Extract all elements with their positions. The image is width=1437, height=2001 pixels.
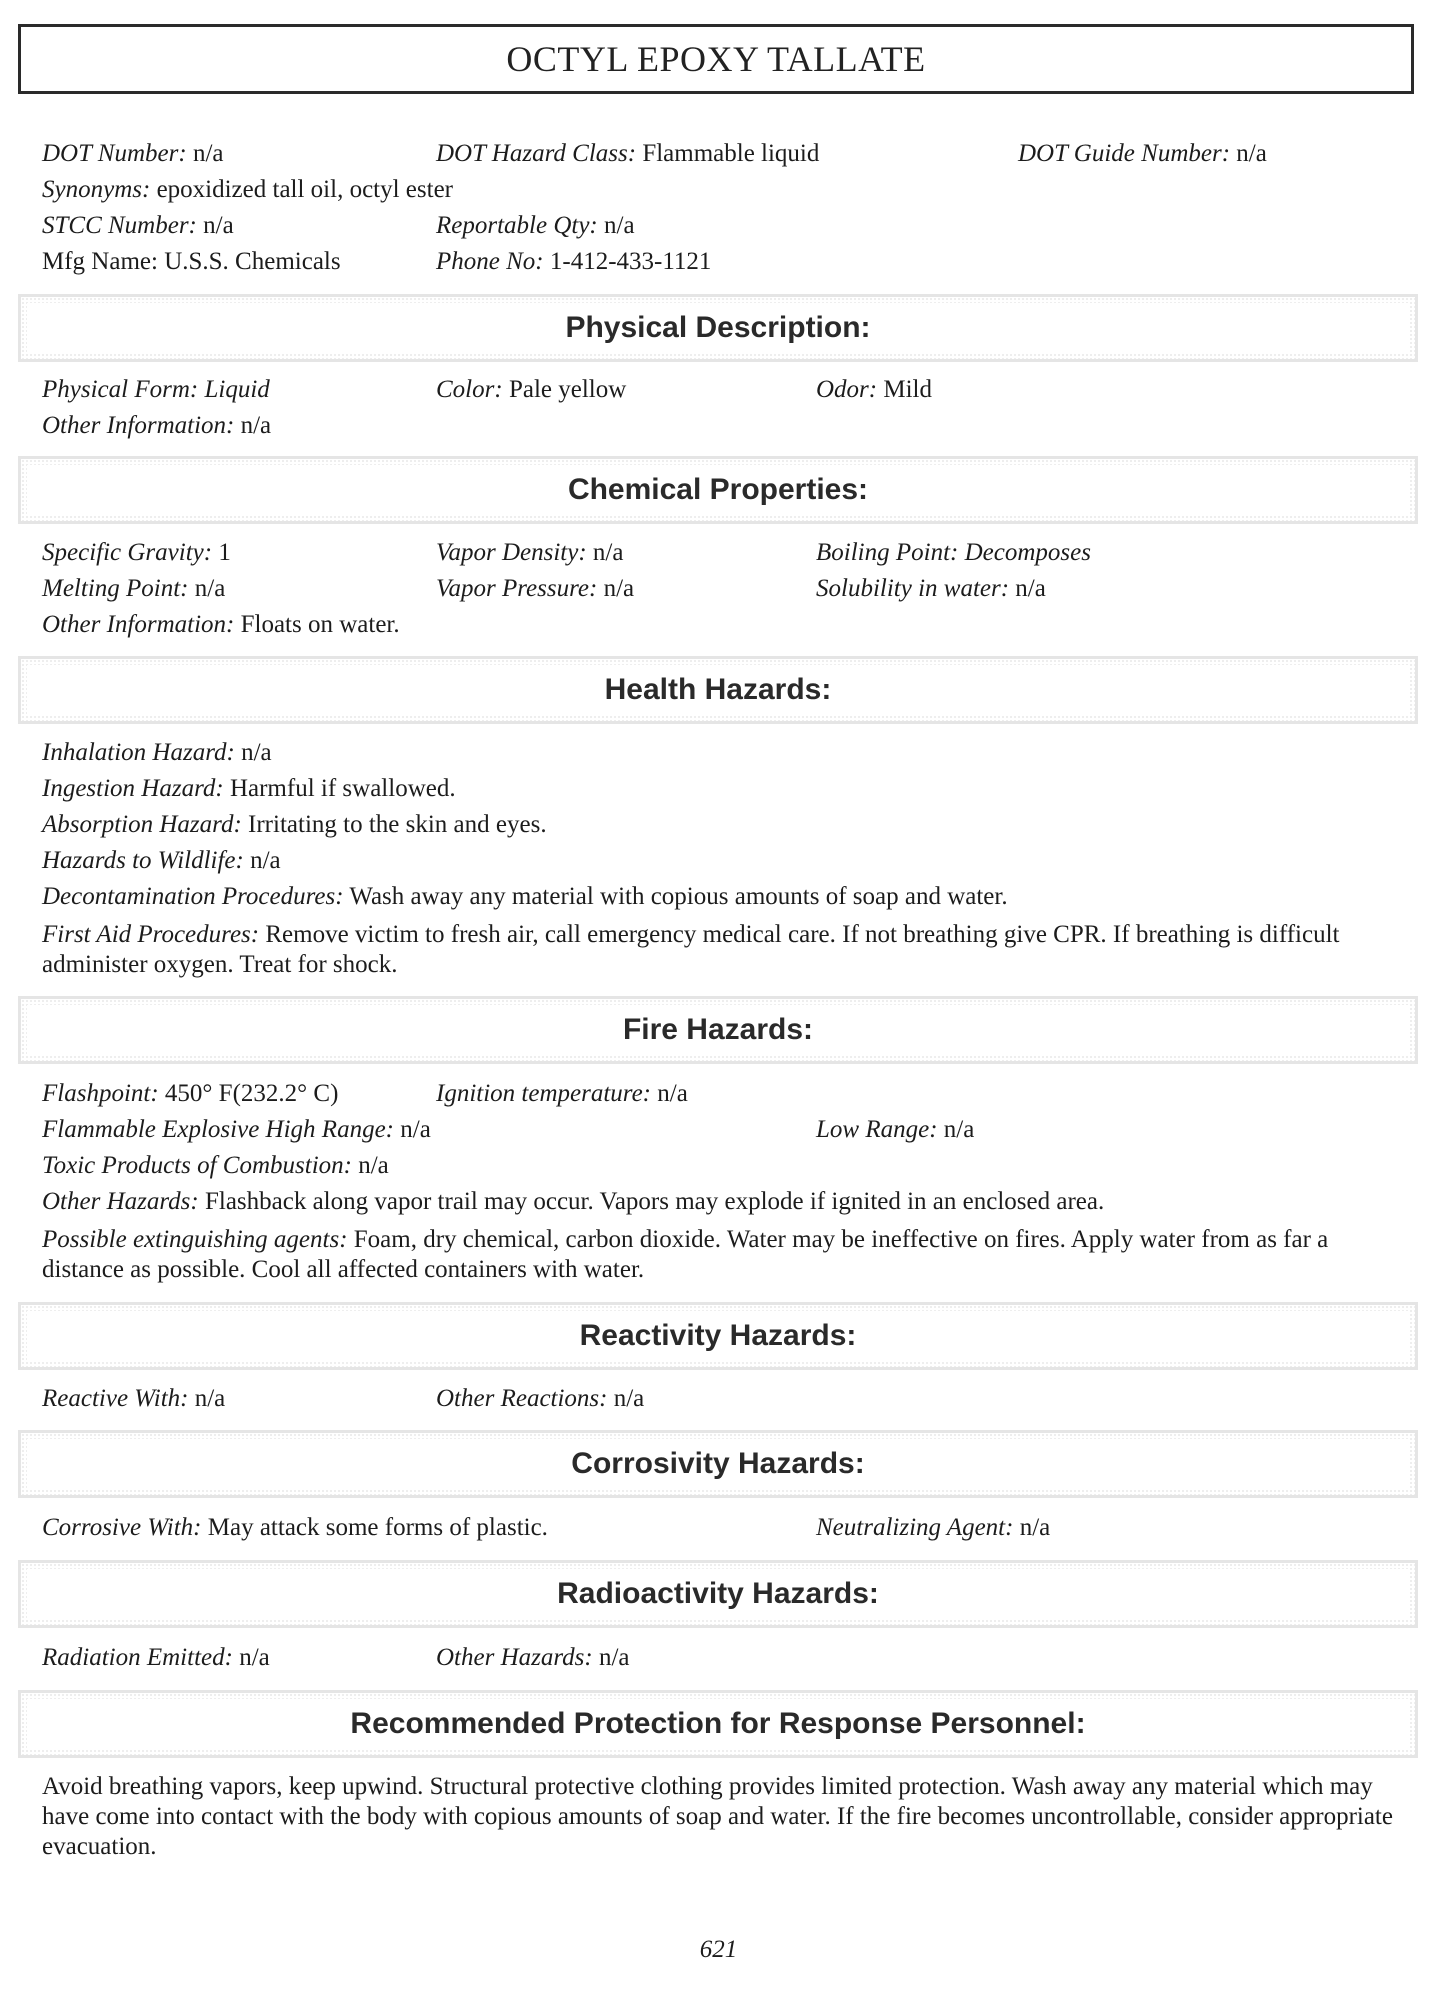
health-row-2 [0,771,1437,807]
fire-row-1 [0,1076,1437,1112]
physical-form: Physical Form: Liquid [42,376,270,403]
reactivity-hazards-heading: Reactivity Hazards: [566,1319,871,1353]
physical-description-band [18,294,1418,362]
radioactivity-hazards-band [18,1560,1418,1628]
hazards-to-wildlife: Hazards to Wildlife: n/a [42,847,281,874]
fire-row-4 [0,1184,1437,1220]
melting-point: Melting Point: n/a [42,575,226,602]
fire-row-3 [0,1148,1437,1184]
chemical-row-1 [0,535,1437,571]
toxic-products-of-combustion: Toxic Products of Combustion: n/a [42,1152,389,1179]
protection-text: Avoid breathing vapors, keep upwind. Structural protective clothing provides limited protection. Wash away any material which may have come into contact with the body with copious amounts of soap and water. If the fire becomes uncontrollable, consider appropriate evacuation. [42,1773,1393,1860]
vapor-density: Vapor Density: n/a [436,539,624,566]
chemical-properties-band [18,456,1418,524]
flashpoint: Flashpoint: 450° F(232.2° C) [42,1080,339,1107]
synonyms: Synonyms: epoxidized tall oil, octyl ester [42,176,453,203]
corrosivity-row-1 [0,1510,1437,1546]
health-hazards-heading: Health Hazards: [591,673,846,707]
dot-hazard-class: DOT Hazard Class: Flammable liquid [436,140,820,167]
health-row-3 [0,807,1437,843]
physical-other-info: Other Information: n/a [42,412,272,439]
page-number: 621 [699,1936,738,1963]
health-row-1 [0,735,1437,771]
inhalation-hazard: Inhalation Hazard: n/a [42,739,272,766]
header-row-1 [0,136,1437,172]
radioactivity-row-1 [0,1640,1437,1676]
other-reactions: Other Reactions: n/a [436,1385,645,1412]
ingestion-hazard: Ingestion Hazard: Harmful if swallowed. [42,775,456,802]
color: Color: Pale yellow [436,376,627,403]
low-range: Low Range: n/a [816,1116,975,1143]
first-aid-procedures: First Aid Procedures: Remove victim to fresh air, call emergency medical care. If not breathing give CPR. If breathing is difficult administer oxygen. Treat for shock. [42,921,1340,978]
protection-band [18,1690,1418,1758]
absorption-hazard: Absorption Hazard: Irritating to the skin and eyes. [42,811,547,838]
title-box [18,24,1414,94]
chemical-row-2 [0,571,1437,607]
dot-guide-number: DOT Guide Number: n/a [1018,140,1267,167]
physical-row-1 [0,372,1437,408]
header-row-2 [0,172,1437,208]
health-hazards-band [18,656,1418,724]
mfg-name: Mfg Name: U.S.S. Chemicals [42,248,341,275]
physical-description-heading: Physical Description: [551,311,884,345]
reactivity-row-1 [0,1381,1437,1417]
radioactivity-hazards-heading: Radioactivity Hazards: [543,1577,893,1611]
header-row-4 [0,244,1437,280]
reactivity-hazards-band [18,1302,1418,1370]
health-row-5 [0,879,1437,915]
specific-gravity: Specific Gravity: 1 [42,539,231,566]
health-row-4 [0,843,1437,879]
corrosivity-hazards-heading: Corrosivity Hazards: [557,1447,878,1481]
solubility-in-water: Solubility in water: n/a [816,575,1046,602]
odor: Odor: Mild [816,376,932,403]
decontamination-procedures: Decontamination Procedures: Wash away any material with copious amounts of soap and water. [42,883,1008,910]
stcc-number: STCC Number: n/a [42,212,234,239]
radiation-emitted: Radiation Emitted: n/a [42,1644,270,1671]
ignition-temperature: Ignition temperature: n/a [436,1080,688,1107]
fire-row-2 [0,1112,1437,1148]
corrosive-with: Corrosive With: May attack some forms of plastic. [42,1514,548,1541]
chemical-row-3 [0,607,1437,643]
corrosivity-hazards-band [18,1430,1418,1498]
header-row-3 [0,208,1437,244]
neutralizing-agent: Neutralizing Agent: n/a [816,1514,1051,1541]
page-title: OCTYL EPOXY TALLATE [506,39,926,79]
phone-no: Phone No: 1-412-433-1121 [436,248,712,275]
fire-other-hazards: Other Hazards: Flashback along vapor trail may occur. Vapors may explode if ignited in an enclosed area. [42,1188,1105,1215]
vapor-pressure: Vapor Pressure: n/a [436,575,635,602]
extinguishing-agents: Possible extinguishing agents: Foam, dry chemical, carbon dioxide. Water may be ineffective on fires. Apply water from as far a distance as possible. Cool all affected containers with water. [42,1226,1329,1283]
fire-hazards-band [18,996,1418,1064]
radioactivity-other-hazards: Other Hazards: n/a [436,1644,630,1671]
reactive-with: Reactive With: n/a [42,1385,226,1412]
chemical-other-info: Other Information: Floats on water. [42,611,400,638]
boiling-point: Boiling Point: Decomposes [816,539,1091,566]
flammable-explosive-high-range: Flammable Explosive High Range: n/a [42,1116,431,1143]
fire-hazards-heading: Fire Hazards: [609,1013,827,1047]
chemical-properties-heading: Chemical Properties: [554,473,882,507]
reportable-qty: Reportable Qty: n/a [436,212,635,239]
dot-number: DOT Number: n/a [42,140,224,167]
physical-row-2 [0,408,1437,444]
protection-heading: Recommended Protection for Response Personnel: [336,1707,1099,1741]
